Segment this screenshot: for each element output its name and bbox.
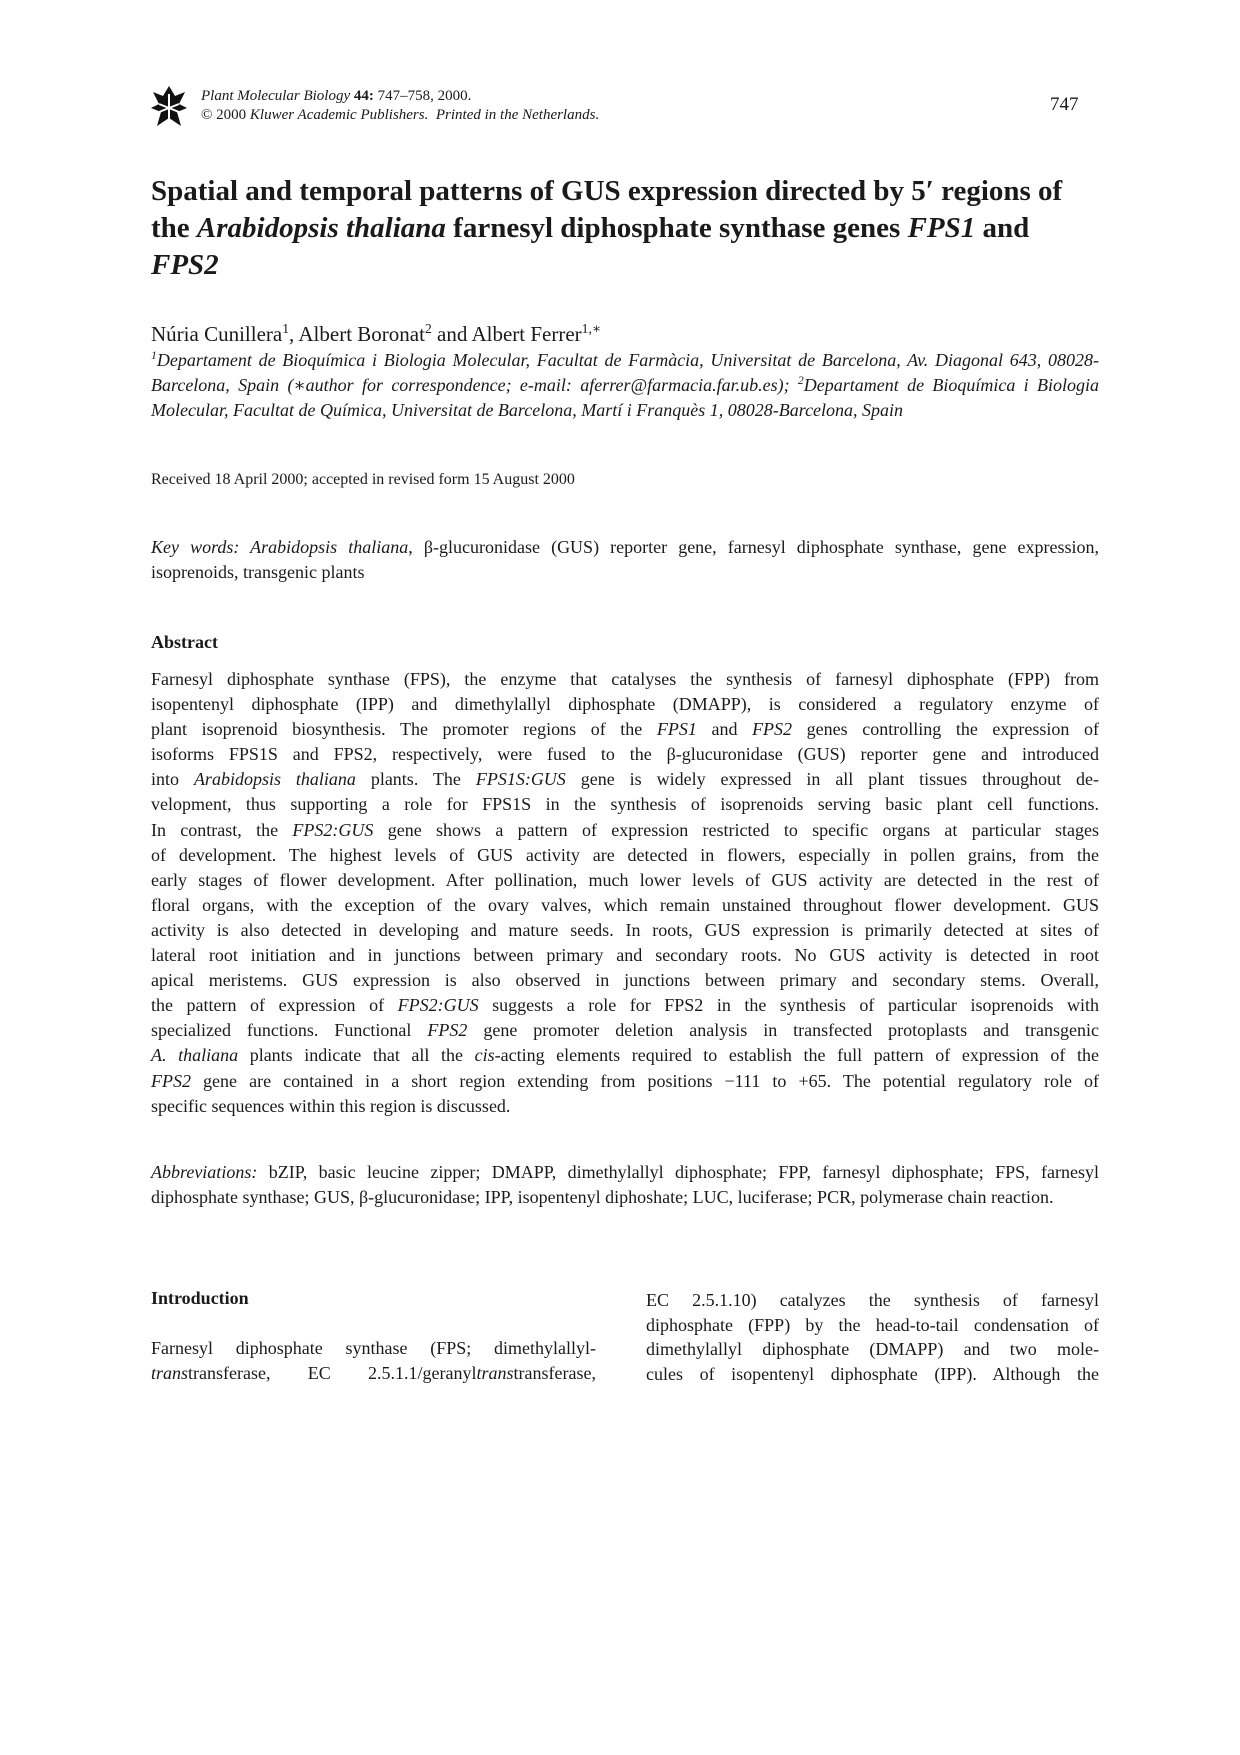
- received-dates: Received 18 April 2000; accepted in revised form 15 August 2000: [151, 471, 575, 488]
- keywords-species: Arabidopsis thaliana: [239, 537, 409, 557]
- affiliation-2: Departament de Bioquímica i Biologia Molecular, Facultat de Química, Universitat de Barcelona, Martí i Franquès 1, 08028-Barcelona, Spain: [151, 375, 1099, 420]
- italic-trans: trans: [151, 1363, 189, 1383]
- text-fragment: transferase,: [513, 1363, 596, 1383]
- publisher: Kluwer Academic Publishers.: [249, 107, 429, 123]
- title-text-2: farnesyl diphosphate synthase genes: [445, 212, 908, 244]
- journal-citation: [201, 87, 761, 125]
- journal-pages: 747–758, 2000.: [373, 88, 472, 104]
- author-separator: ,: [289, 322, 299, 346]
- abstract-line: of development. The highest levels of GUS activity are detected in flowers, especially in pollen grains, from the: [151, 844, 1099, 865]
- author-affil-mark: 2: [424, 321, 432, 336]
- article-title: [151, 173, 1101, 284]
- title-text: Spatial and temporal patterns of GUS expression directed by 5′ regions of the: [151, 175, 1063, 244]
- copyright: © 2000: [201, 107, 250, 123]
- abstract-line: specific sequences within this region is discussed.: [151, 1095, 511, 1116]
- abstract-line: plant isoprenoid biosynthesis. The promoter regions of the FPS1 and FPS2 genes controlling the expression of: [151, 719, 1099, 740]
- publisher-logo-icon: [151, 84, 187, 130]
- title-text-3: and: [975, 212, 1030, 244]
- affiliation-1: Departament de Bioquímica i Biologia Molecular, Facultat de Farmàcia, Universitat de Barcelona, Av. Diagonal 643, 08028-Barcelona, Spain (∗author for correspondence; e-mail: aferrer@farmacia.far.ub.es);: [151, 350, 1099, 395]
- abstract-line: into Arabidopsis thaliana plants. The FPS1S:GUS gene is widely expressed in all plant tissues throughout de-: [151, 769, 1099, 790]
- abstract-line: specialized functions. Functional FPS2 gene promoter deletion analysis in transfected protoplasts and transgenic: [151, 1020, 1100, 1041]
- author: Núria Cunillera: [151, 322, 283, 346]
- author-separator: and: [431, 322, 472, 346]
- title-gene-1: FPS1: [907, 212, 976, 244]
- abstract-line: lateral root initiation and in junctions between primary and secondary roots. No GUS activity is detected in root: [151, 945, 1099, 966]
- printed-location: Printed in the Netherlands.: [428, 107, 600, 123]
- title-species: Arabidopsis thaliana: [196, 212, 446, 244]
- affiliations: [151, 348, 1099, 423]
- abstract-line: isopentenyl diphosphate (IPP) and dimethylallyl diphosphate (DMAPP), is considered a regulatory enzyme of: [151, 694, 1099, 715]
- text-line: cules of isopentenyl diphosphate (IPP). Although the: [646, 1363, 1099, 1384]
- abstract-line: FPS2 gene are contained in a short region extending from positions −111 to +65. The potential regulatory role of: [151, 1070, 1099, 1091]
- introduction-column-2: [646, 1288, 1099, 1386]
- introduction-heading: Introduction: [151, 1288, 249, 1308]
- journal-volume: 44:: [353, 88, 374, 104]
- author-affil-mark: 1,∗: [581, 321, 602, 336]
- text-fragment: transferase, EC 2.5.1.1/geranyl: [188, 1363, 477, 1383]
- affil-mark: 2: [797, 374, 804, 387]
- abbreviations-text: bZIP, basic leucine zipper; DMAPP, dimethylallyl diphosphate; FPP, farnesyl diphosphate; FPS, farnesyl diphosphate synthase; GUS, β-glucuronidase; IPP, isopentenyl diphoshate; LUC, luciferase; PCR, polymerase chain reaction.: [151, 1162, 1099, 1207]
- abstract-line: In contrast, the FPS2:GUS gene shows a pattern of expression restricted to specific organs at particular stages: [151, 819, 1099, 840]
- italic-trans: trans: [476, 1363, 514, 1383]
- abstract-line: floral organs, with the exception of the ovary valves, which remain unstained throughout flower development. GUS: [151, 894, 1099, 915]
- abstract-line: isoforms FPS1S and FPS2, respectively, were fused to the β-glucuronidase (GUS) reporter gene and introduced: [151, 744, 1099, 765]
- abstract-line: the pattern of expression of FPS2:GUS suggests a role for FPS2 in the synthesis of particular isoprenoids with: [151, 995, 1099, 1016]
- journal-name: Plant Molecular Biology: [201, 88, 351, 104]
- abstract-line: activity is also detected in developing and mature seeds. In roots, GUS expression is primarily detected at sites of: [151, 919, 1099, 940]
- author: Albert Boronat: [298, 322, 425, 346]
- abbreviations-label: Abbreviations:: [151, 1162, 258, 1182]
- title-gene-2: FPS2: [151, 249, 219, 281]
- author-list: [151, 320, 1101, 348]
- affil-mark: 1: [151, 349, 157, 362]
- text-line: Farnesyl diphosphate synthase (FPS; dimethylallyl-: [151, 1338, 596, 1358]
- text-line: EC 2.5.1.10) catalyzes the synthesis of farnesyl: [646, 1290, 1099, 1310]
- abbreviations: [151, 1160, 1099, 1210]
- abstract-body: [151, 667, 1099, 1119]
- page-number: 747: [1050, 94, 1079, 115]
- keywords-label: Key words:: [151, 537, 240, 557]
- author: Albert Ferrer: [471, 322, 582, 346]
- keywords: [151, 535, 1099, 585]
- introduction-column-1: [151, 1336, 596, 1386]
- abstract-heading: Abstract: [151, 632, 218, 652]
- author-affil-mark: 1: [282, 321, 290, 336]
- text-line: diphosphate (FPP) by the head-to-tail condensation of: [646, 1314, 1099, 1335]
- text-line: dimethylallyl diphosphate (DMAPP) and two mole-: [646, 1339, 1099, 1360]
- keywords-text: , β-glucuronidase (GUS) reporter gene, farnesyl diphosphate synthase, gene expression, isoprenoids, transgenic plants: [151, 537, 1099, 582]
- abstract-line: velopment, thus supporting a role for FPS1S in the synthesis of isoprenoids serving basic plant cell functions.: [151, 794, 1099, 815]
- abstract-line: A. thaliana plants indicate that all the cis-acting elements required to establish the full pattern of expression of the: [151, 1045, 1099, 1066]
- abstract-line: apical meristems. GUS expression is also observed in junctions between primary and secondary stems. Overall,: [151, 970, 1099, 991]
- abstract-line: Farnesyl diphosphate synthase (FPS), the enzyme that catalyses the synthesis of farnesyl diphosphate (FPP) from: [151, 669, 1099, 689]
- abstract-line: early stages of flower development. After pollination, much lower levels of GUS activity are detected in the rest of: [151, 869, 1099, 890]
